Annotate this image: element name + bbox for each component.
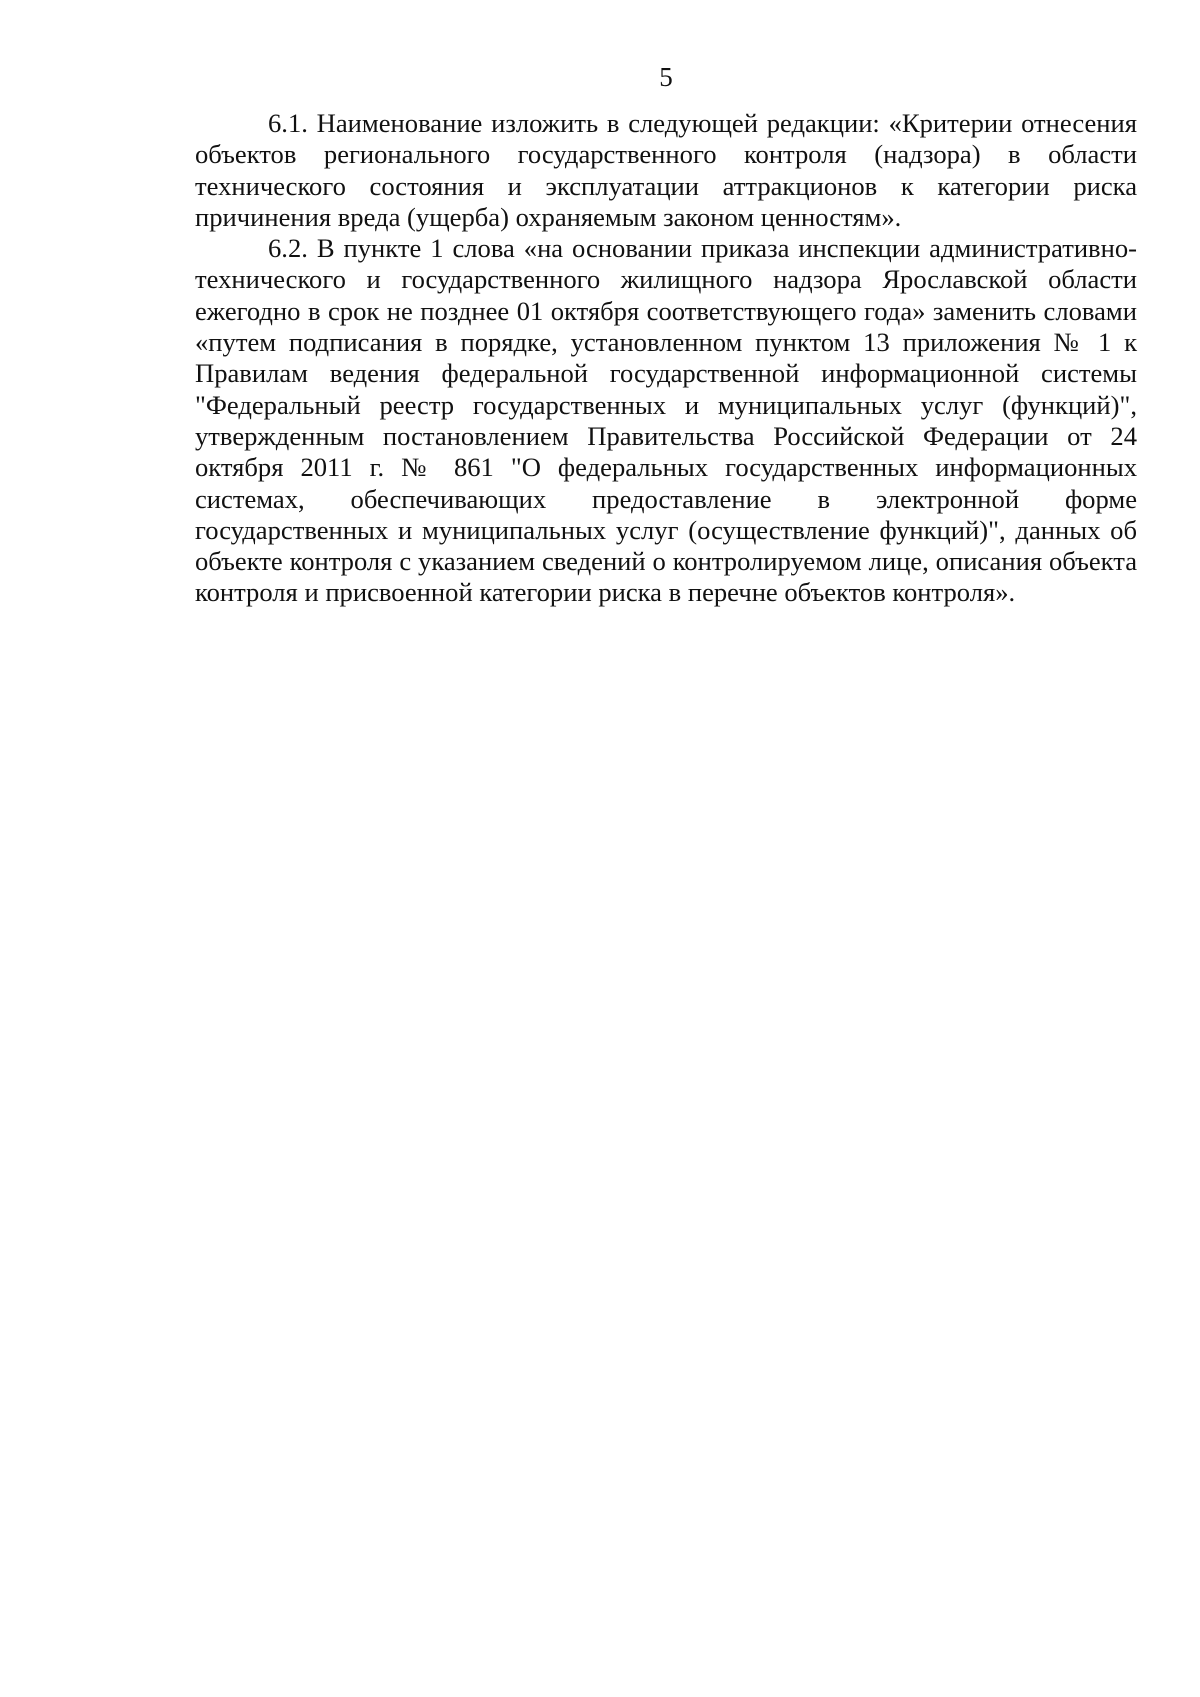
- document-body: [195, 108, 1137, 609]
- paragraph-label: 6.2.: [268, 233, 308, 264]
- paragraph-6-1: [195, 108, 1137, 233]
- paragraph-text: В пункте 1 слова «на основании приказа инспекции административно-технического и государственного жилищного надзора Ярославской области ежегодно в срок не позднее 01 октября соответствующего года» заменить словами «путем подписания в порядке, установленном пунктом 13 приложения № 1 к Правилам ведения федеральной государственной информационной системы "Федеральный реестр государственных и муниципальных услуг (функций)", утвержденным постановлением Правительства Российской Федерации от 24 октября 2011 г. № 861 "О федеральных государственных информационных системах, обеспечивающих предоставление в электронной форме государственных и муниципальных услуг (осуществление функций)", данных об объекте контроля с указанием сведений о контролируемом лице, описания объекта контроля и присвоенной категории риска в перечне объектов контроля».: [195, 233, 1138, 608]
- page-number: 5: [659, 62, 673, 92]
- paragraph-text: Наименование изложить в следующей редакции: «Критерии отнесения объектов регионального государственного контроля (надзора) в области технического состояния и эксплуатации аттракционов к категории риска причинения вреда (ущерба) охраняемым законом ценностям».: [195, 108, 1137, 232]
- paragraph-6-2: [195, 233, 1137, 609]
- paragraph-label: 6.1.: [268, 108, 308, 138]
